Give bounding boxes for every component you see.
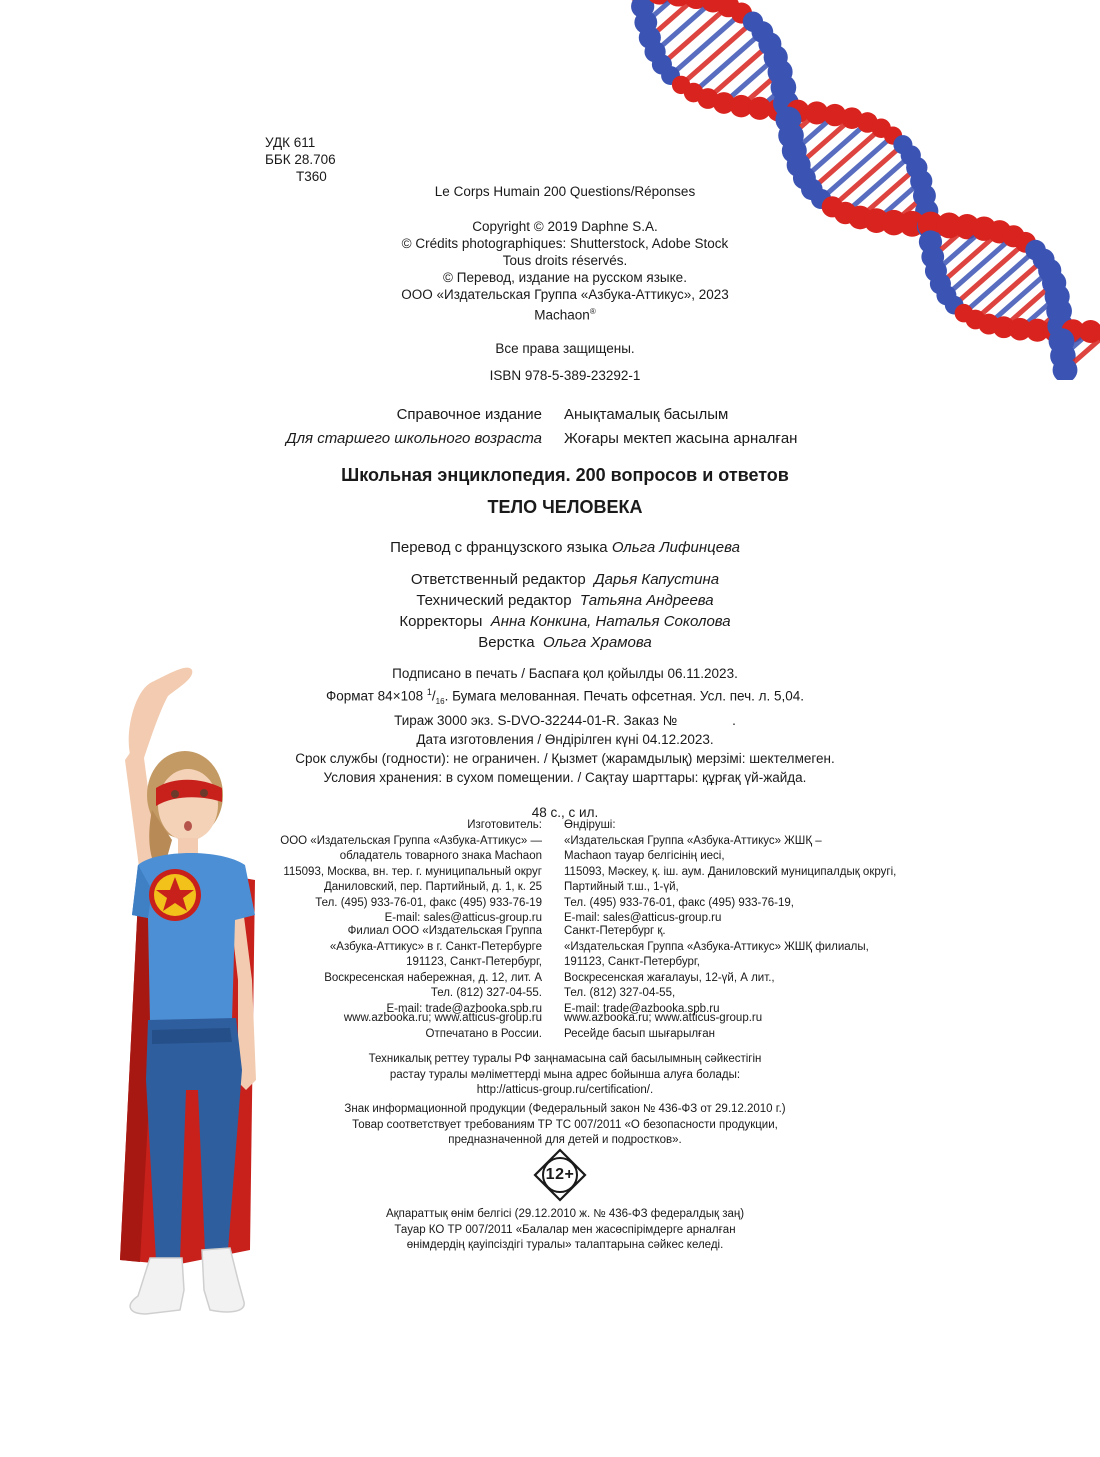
info-mark-line: предназначенной для детей и подростков». [448,1134,682,1146]
classification-block [265,134,336,185]
branch-ru [200,924,553,1017]
branch-line: E-mail: trade@azbooka.spb.ru [386,1002,542,1015]
branch-line: Воскресенская набережная, д. 12, лит. А [324,971,542,984]
manufacturer-line: ООО «Издательская Группа «Азбука-Аттикус» — [280,834,542,847]
branch-line: 191123, Санкт-Петербург, [564,956,700,968]
web-kz [553,1011,940,1042]
format-den: 16 [435,697,445,707]
format-prefix: Формат 84×108 [325,688,424,704]
imprint-line [250,303,880,324]
branch-kz [553,924,940,1017]
dna-rung [954,242,1025,305]
edition-type-row [200,403,940,427]
dna-rung [681,22,753,85]
manufacturer-line: 115093, Москва, вн. тер. г. муниципальный округ [283,865,542,878]
info-mark-line: Ақпараттық өнім белгісі (29.12.2010 ж. № 436-ФЗ федералдық заң) [385,1208,745,1220]
manufacturer-line: E-mail: sales@atticus-group.ru [564,912,722,924]
manufacturer-block [200,818,940,927]
page-count: 48 с., с ил. [531,805,599,821]
manufacturer-line: Тел. (495) 933-76-01, факс (495) 933-76-19 [315,896,542,909]
manufacturer-line: Өндіруші: [564,819,616,831]
edition-age-row [200,427,940,451]
run-end: . [732,713,736,729]
copyright-line: © Crédits photographiques: Shutterstock, Adobe Stock [401,236,729,251]
udk-code: УДК 611 [265,135,316,150]
run-line [200,711,930,730]
credit-role: Корректоры [399,613,483,630]
dna-rung [812,128,881,189]
credit-role: Ответственный редактор [410,571,586,588]
branch-line: 191123, Санкт-Петербург, [406,956,542,968]
manufacturer-kz [553,818,940,927]
series-title: Школьная энциклопедия. 200 вопросов и ответов [341,465,789,485]
info-mark-line: Товар соответствует требованиям ТР ТС 007/2011 «О безопасности продукции, [352,1118,778,1131]
translation-label: Перевод с французского языка [390,539,608,556]
credit-line [200,590,930,611]
manufacturer-line: E-mail: sales@atticus-group.ru [384,912,542,924]
credit-line [200,632,930,653]
branch-line: Тел. (812) 327-04-55, [564,987,676,999]
credit-role: Верстка [478,634,535,651]
manufacturer-line: «Издательская Группа «Азбука-Аттикус» ЖШҚ – [564,834,822,847]
original-title: Le Corps Humain 200 Questions/Réponses [434,184,696,199]
manufacturer-line: обладатель товарного знака Machaon [339,850,542,862]
credit-name: Ольга Храмова [542,634,652,651]
web-line: www.azbooka.ru; www.atticus-group.ru [343,1012,542,1024]
info-mark-kz-block [200,1207,930,1254]
imprint-name: Machaon [534,307,590,323]
printed-in: Ресейде басып шығарылған [564,1027,715,1040]
printed-in: Отпечатано в России. [425,1027,542,1040]
certification-line: растау туралы мәліметтерді мына адрес бойынша алуға болады: [389,1068,741,1081]
rights-reserved: Все права защищены. [495,340,635,356]
manufacturer-line: Даниловский, пер. Партийный, д. 1, к. 25 [323,881,542,893]
translator-name: Ольга Лифинцева [611,539,740,556]
credit-line [200,611,930,632]
age-rating-badge [533,1148,587,1202]
branch-line: Тел. (812) 327-04-55. [430,987,542,999]
format-suffix: . Бумага мелованная. Печать офсетная. Усл. печ. л. 5,04. [444,688,805,704]
manufacturer-ru [200,818,553,927]
certification-block [200,1052,930,1099]
edition-type-ru: Справочное издание [396,406,542,423]
web-ru [200,1011,553,1042]
manufacturer-line: Изготовитель: [467,819,542,831]
storage-conditions: Условия хранения: в сухом помещении. / Сақтау шарттары: құрғақ үй-жайда. [323,770,807,786]
info-mark-line: Знак информационной продукции (Федеральный закон № 436-ФЗ от 29.12.2010 г.) [344,1103,786,1115]
copyright-line: Tous droits réservés. [502,253,628,268]
certification-line: Техникалық реттеу туралы РФ заңнамасына сай басылымның сәйкестігін [368,1053,762,1065]
manufacturer-line: Партийный т.ш., 1-үй, [564,881,679,893]
dna-rung [975,259,1043,319]
web-block [200,1011,940,1042]
credit-name: Анна Конкина, Наталья Соколова [490,613,731,630]
info-mark-line: өнімдердің қауіпсіздігі туралы» талаптарына сәйкес келеді. [406,1239,724,1251]
service-life: Срок службы (годности): не ограничен. / Қызмет (жарамдылық) мерзімі: шектелмеген. [295,751,835,767]
certification-line: http://atticus-group.ru/certification/. [476,1084,654,1096]
credit-role: Технический редактор [416,592,572,609]
printing-block [200,664,930,822]
signed-date: Подписано в печать / Баспаға қол қойылды 06.11.2023. [392,666,738,681]
translation-line [200,537,930,558]
dna-rung [964,250,1036,313]
format-num: 1 [426,687,432,697]
info-mark-line: Тауар КО ТР 007/2011 «Балалар мен жасөспірімдерге арналған [394,1223,736,1236]
isbn: ISBN 978-5-389-23292-1 [489,367,641,383]
branch-line: «Издательская Группа «Азбука-Аттикус» ЖШҚ филиалы, [564,940,869,953]
book-title: ТЕЛО ЧЕЛОВЕКА [487,497,643,517]
bbk-code: ББК 28.706 [265,152,336,167]
branch-line: «Азбука-Аттикус» в г. Санкт-Петербурге [329,940,542,953]
copyright-line: Copyright © 2019 Daphne S.A. [472,219,658,234]
copyright-block [250,183,880,384]
manufacturer-line: Machaon тауар белгісінің иесі, [564,850,725,862]
author-mark: Т360 [296,169,327,184]
copyright-line: ООО «Издательская Группа «Азбука-Аттикус», 2023 [401,287,729,302]
edition-type-kz: Анықтамалық басылым [564,406,729,423]
edition-age-ru: Для старшего школьного возраста [286,430,542,447]
branch-block [200,924,940,1017]
credit-line [200,569,930,590]
age-rating-text: 12+ [545,1166,575,1183]
credit-name: Дарья Капустина [594,571,720,588]
copyright-line: © Перевод, издание на русском языке. [443,270,687,285]
manufacturer-line: Тел. (495) 933-76-01, факс (495) 933-76-19, [564,896,794,909]
web-line: www.azbooka.ru; www.atticus-group.ru [564,1012,763,1024]
info-mark-ru-block [200,1102,930,1149]
registered-mark: ® [589,307,596,316]
dna-rung [946,236,1013,295]
manufacturer-line: 115093, Мәскеу, қ. іш. аум. Даниловский муниципалдық округі, [564,865,897,878]
credits-block [200,569,930,653]
branch-line: Воскресенская жағалауы, 12-үй, А лит., [564,971,775,984]
branch-line: E-mail: trade@azbooka.spb.ru [564,1002,720,1015]
format-line: Формат 84×108 $^1/_{16}$. Бумага мелованная. Печать офсетная. Усл. печ. л. 5,04. [325,687,805,707]
branch-line: Санкт-Петербург қ. [564,925,666,937]
credit-name: Татьяна Андреева [579,592,714,609]
made-date: Дата изготовления / Өндірілген күні 04.12.2023. [416,732,714,748]
edition-age-kz: Жоғары мектеп жасына арналған [564,430,798,447]
branch-line: Филиал ООО «Издательская Группа [347,925,542,937]
run-text: Тираж 3000 экз. S-DVO-32244-01-R. Заказ № [394,713,678,729]
